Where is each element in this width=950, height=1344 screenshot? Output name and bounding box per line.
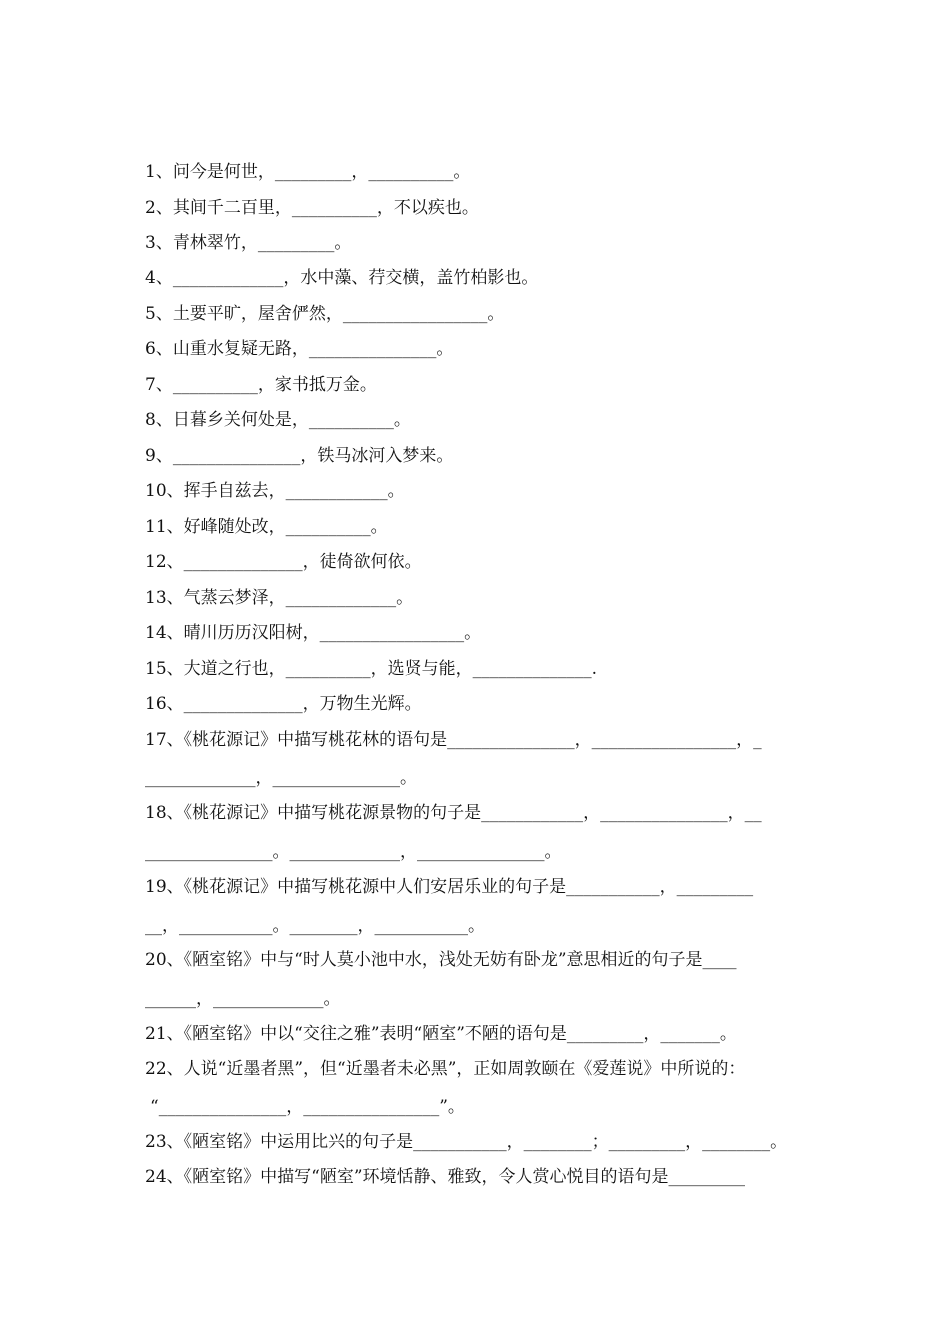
question-line: 2、其间千二百里，__________，不以疾也。 <box>145 198 479 218</box>
question-line: 17、《桃花源记》中描写桃花林的语句是_______________，_________________，_ <box>145 730 762 750</box>
question-line: 20、《陋室铭》中与“时人莫小池中水，浅处无妨有卧龙”意思相近的句子是____ <box>145 950 737 970</box>
question-line: 19、《桃花源记》中描写桃花源中人们安居乐业的句子是___________，_________ <box>145 877 754 897</box>
question-line: 13、气蒸云梦泽，_____________。 <box>145 588 414 608</box>
question-line-continued: ______，_____________。 <box>145 989 341 1009</box>
question-line: 3、青林翠竹，_________。 <box>145 233 352 253</box>
question-line: 8、日暮乡关何处是，__________。 <box>145 410 411 430</box>
question-line: 6、山重水复疑无路，_______________。 <box>145 339 454 359</box>
question-line-continued: _______________。_____________，_______________。 <box>145 842 562 862</box>
question-line: 14、晴川历历汉阳树，_________________。 <box>145 623 482 643</box>
question-line: 23、《陋室铭》中运用比兴的句子是___________，________；_________，________。 <box>145 1132 788 1152</box>
question-line: 22、人说“近墨者黑”，但“近墨者未必黑”，正如周敦颐在《爱莲说》中所说的： <box>145 1059 746 1079</box>
question-line: 1、问今是何世，_________，__________。 <box>145 162 471 182</box>
question-line: 12、______________，徒倚欲何依。 <box>145 552 422 572</box>
question-line: 24、《陋室铭》中描写“陋室”环境恬静、雅致，令人赏心悦目的语句是_________ <box>145 1167 746 1187</box>
question-line: 7、__________，家书抵万金。 <box>145 375 377 395</box>
question-line-continued: __，___________。________，___________。 <box>145 916 485 936</box>
question-line-continued: “_______________，________________”。 <box>150 1097 465 1117</box>
question-line: 15、大道之行也，__________，选贤与能，______________. <box>145 659 598 679</box>
question-line: 16、______________，万物生光辉。 <box>145 694 422 714</box>
question-line: 18、《桃花源记》中描写桃花源景物的句子是____________，_______________，__ <box>145 803 762 823</box>
question-line: 10、挥手自兹去，____________。 <box>145 481 405 501</box>
question-line: 21、《陋室铭》中以“交往之雅”表明“陋室”不陋的语句是_________，_______。 <box>145 1024 737 1044</box>
question-line-continued: _____________，_______________。 <box>145 768 417 788</box>
question-line: 5、土要平旷，屋舍俨然，_________________。 <box>145 304 505 324</box>
question-line: 4、_____________，水中藻、荇交横，盖竹柏影也。 <box>145 268 539 288</box>
question-line: 9、_______________，铁马冰河入梦来。 <box>145 446 454 466</box>
question-line: 11、好峰随处改，__________。 <box>145 517 388 537</box>
